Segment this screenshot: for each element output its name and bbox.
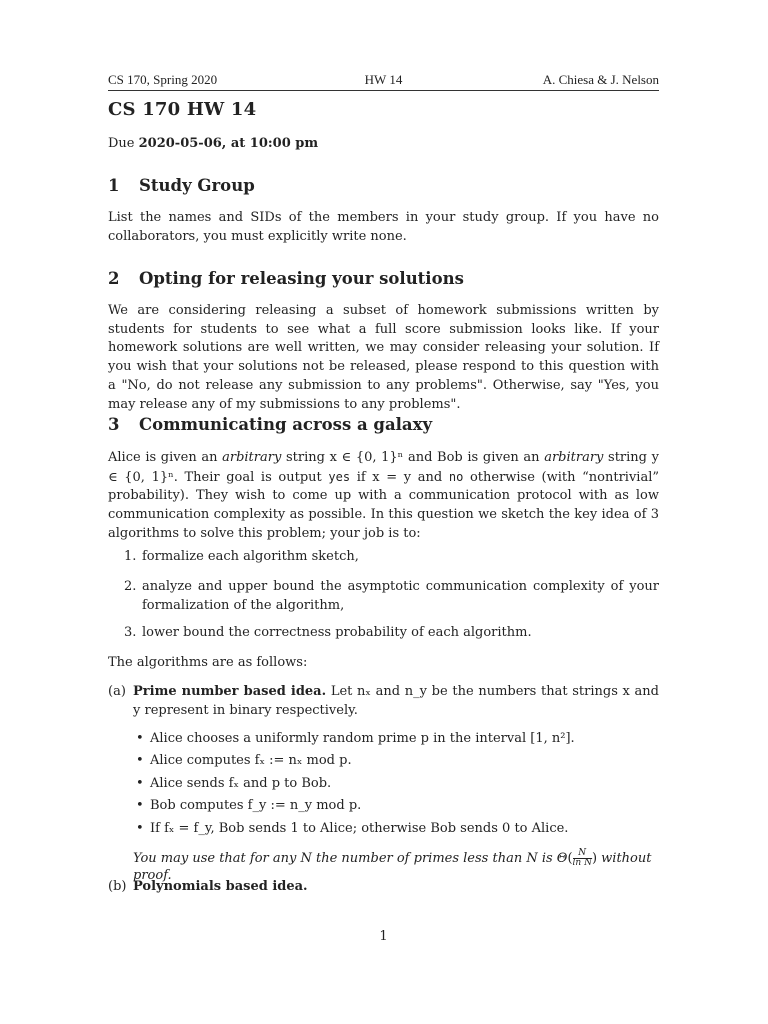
section-1-heading [108,176,255,195]
bullet-icon: • [136,798,144,813]
section-1-text: List the names and SIDs of the members in your study group. If you have no collaborators, you must explicitly write none. [108,210,659,244]
bullet-text: If fₓ = f_y, Bob sends 1 to Alice; otherwise Bob sends 0 to Alice. [150,821,569,836]
document-title: CS 170 HW 14 [108,99,257,120]
algorithms-intro: The algorithms are as follows: [108,655,308,670]
algorithm-title: Prime number based idea. [133,684,327,699]
algorithm-text [133,878,659,897]
section-2-heading [108,269,464,288]
bullet-text: Alice sends fₓ and p to Bob. [150,776,332,791]
header-authors: A. Chiesa & J. Nelson [542,72,659,87]
section-title: Study Group [139,176,255,195]
algorithm-title: Polynomials based idea. [133,879,308,894]
bullet-text: Bob computes f_y := n_y mod p. [150,798,362,813]
algorithm-label: (a) [108,684,126,699]
section-number: 3 [108,415,120,434]
list-number: 1. [124,549,137,564]
list-text: formalize each algorithm sketch, [142,549,359,564]
algorithm-text [133,683,659,720]
intro-text: string x ∈ {0, 1}ⁿ and Bob is given an [281,450,545,465]
bullet-icon: • [136,731,144,746]
fraction-denominator: ln N [572,858,592,868]
due-line [108,136,318,151]
section-3-heading [108,415,432,434]
list-number: 3. [124,625,137,640]
bullet-icon: • [136,776,144,791]
section-title: Communicating across a galaxy [139,415,433,434]
due-prefix: Due [108,136,139,151]
header-rule [108,90,659,91]
list-text: lower bound the correctness probability of each algorithm. [142,625,532,640]
header-hw: HW 14 [364,72,403,87]
section-title: Opting for releasing your solutions [139,269,464,288]
note-text: You may use that for any N the number of primes less than N is Θ [133,851,568,866]
section-number: 2 [108,269,120,288]
section-2-text: We are considering releasing a subset of homework submissions written by students for students to see what a full score submission looks like. If your homework solutions are well written, we may consider releasing your solution. If you wish that your solutions not be released, please respond to this question with a "No, do not release any submission to any problems". Otherwise, say "Yes, you may release any of my submissions to any problems". [108,303,659,412]
page-number: 1 [379,929,388,944]
algorithm-label: (b) [108,879,127,894]
section-number: 1 [108,176,120,195]
due-date: 2020-05-06, at 10:00 pm [138,136,319,151]
intro-emph: arbitrary [544,450,604,465]
intro-emph: arbitrary [222,450,282,465]
section-3-intro [108,449,659,544]
bullet-icon: • [136,753,144,768]
note-text: without proof. [133,851,652,883]
bullet-icon: • [136,821,144,836]
no-token: no [448,469,464,484]
algorithm-desc: Let nₓ and n_y be the numbers that strings x and y represent in binary respectively. [133,684,660,718]
header-course: CS 170, Spring 2020 [108,72,218,87]
intro-text: Alice is given an [108,450,223,465]
list-text: analyze and upper bound the asymptotic communication complexity of your formalization of the algorithm, [142,579,659,613]
list-number: 2. [124,579,137,594]
intro-text: string y ∈ {0, 1}ⁿ. Their goal is output [108,450,659,485]
yes-token: yes [328,469,351,484]
intro-text: if x = y and [350,469,449,485]
bullet-text: Alice chooses a uniformly random prime p in the interval [1, n²]. [150,731,575,746]
running-header [108,70,659,90]
fraction [573,849,592,868]
intro-text: otherwise (with “nontrivial” probability). They wish to come up with a communication protocol with as low communication complexity as possible. In this question we sketch the key idea of 3 algorithms to solve this problem; your job is to: [108,469,660,541]
fraction-numerator: N [573,849,592,859]
bullet-text: Alice computes fₓ := nₓ mod p. [150,753,352,768]
hint-note: You may use that for any N the number of primes less than N is Θ( $\frac{N}{\text{ln N}}$ ) without proof. [133,848,652,883]
